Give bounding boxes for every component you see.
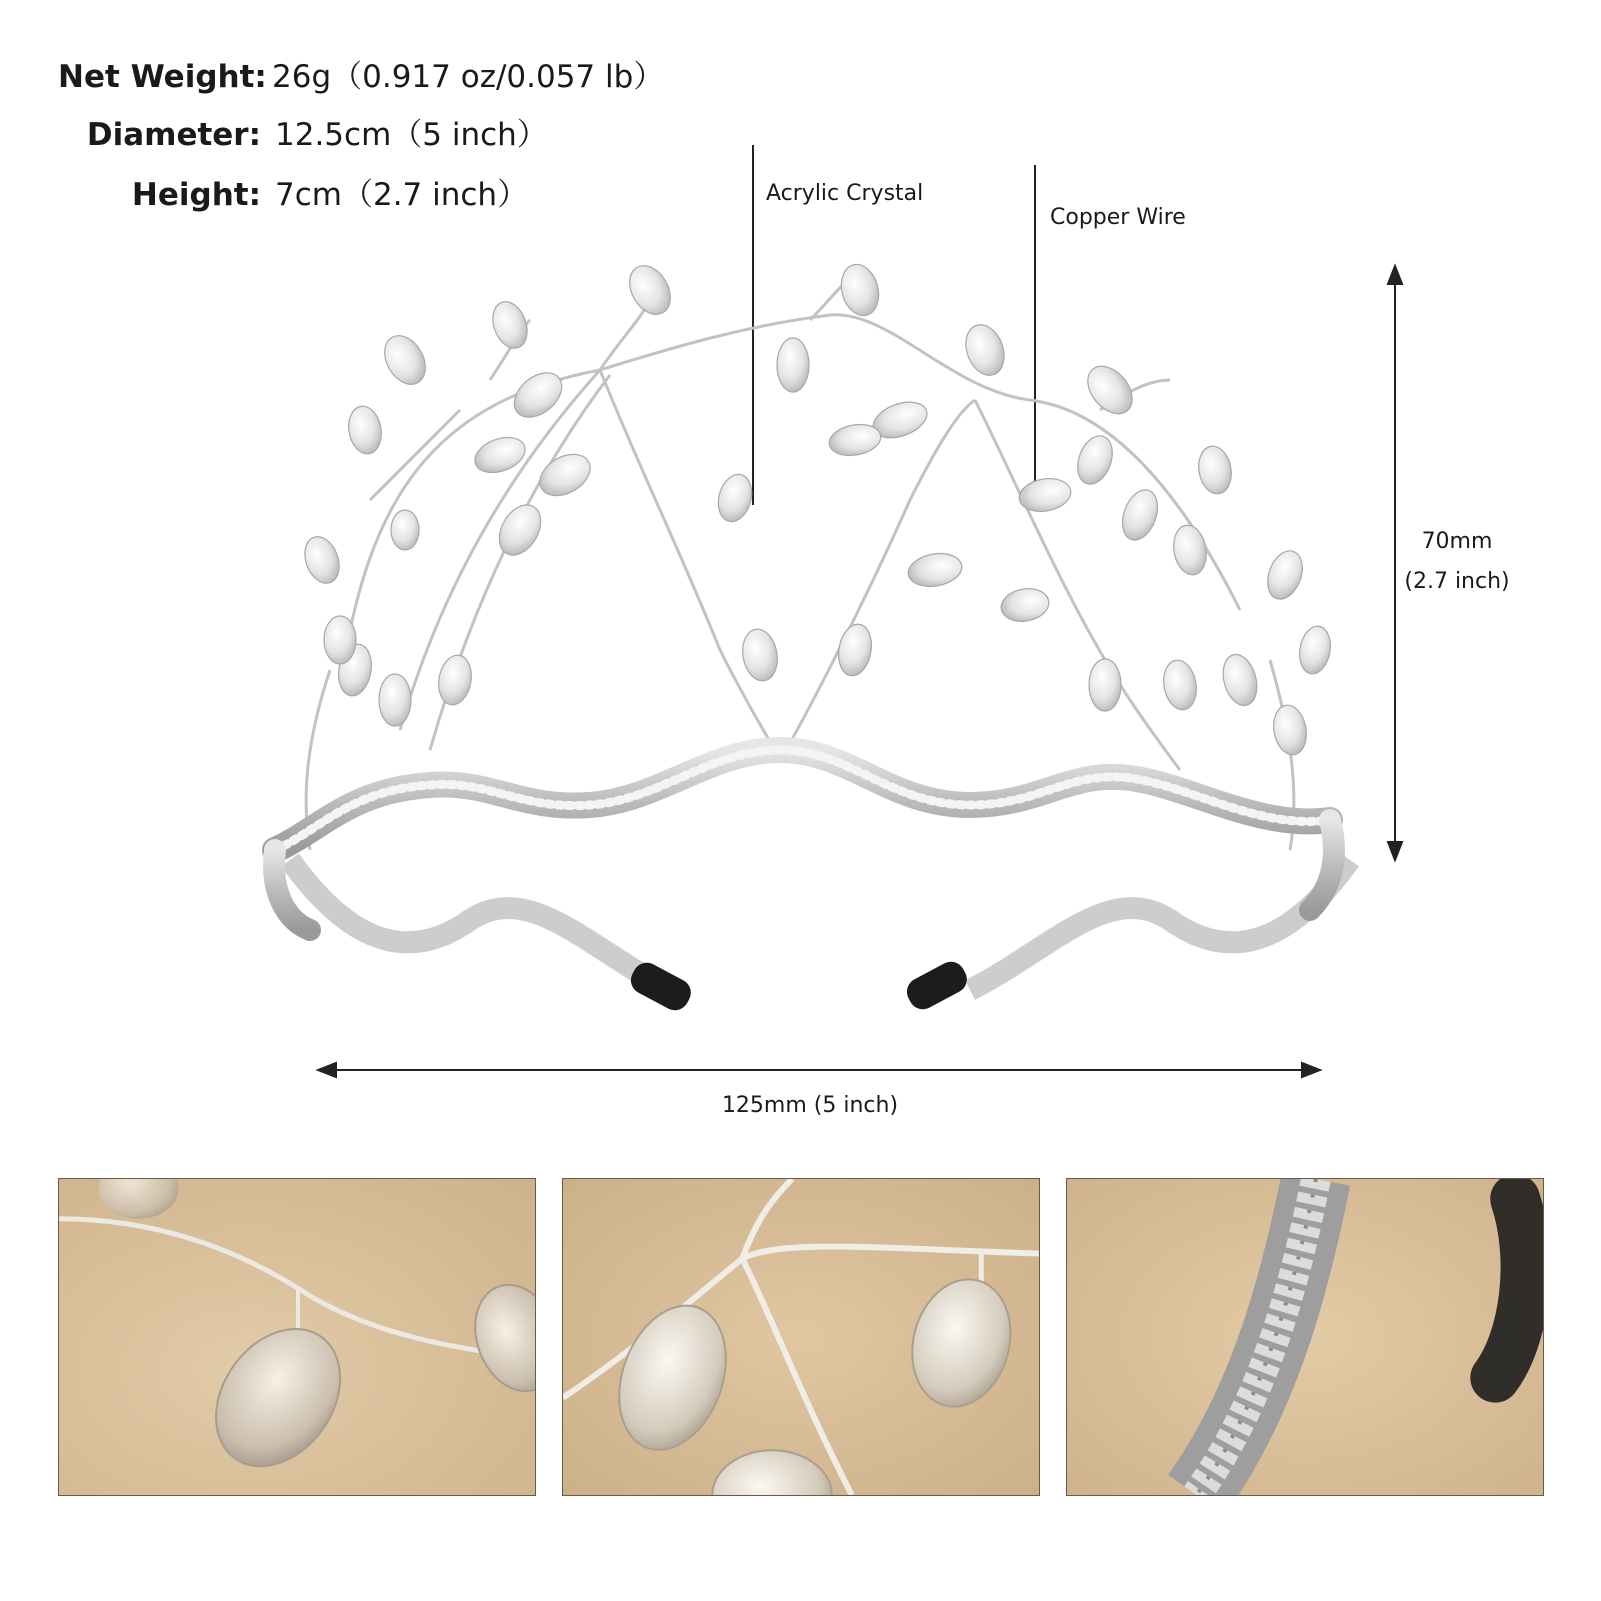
back-band: [290, 860, 670, 990]
wire-callout: Copper Wire: [1050, 205, 1186, 230]
height-mm: 70mm: [1421, 529, 1493, 554]
detail-photo-rhinestone: [1066, 1178, 1544, 1496]
spec-label: Diameter:: [86, 117, 261, 153]
spec-label: Net Weight:: [58, 59, 267, 95]
detail-photo-wire: [562, 1178, 1040, 1496]
spec-value: 12.5cm（5 inch）: [275, 117, 548, 153]
height-dimension-label: [1402, 522, 1512, 601]
front-band: [275, 750, 1330, 850]
crystal-callout: Acrylic Crystal: [766, 181, 924, 206]
height-inch: (2.7 inch): [1404, 568, 1510, 594]
spec-value: 26g（0.917 oz/0.057 lb）: [272, 59, 665, 95]
spec-diameter: [58, 117, 548, 153]
spec-net-weight: [58, 59, 665, 95]
spec-value: 7cm（2.7 inch）: [275, 177, 529, 213]
spec-label: Height:: [131, 177, 261, 213]
back-band-right: [970, 860, 1350, 990]
headband-illustration: [230, 230, 1410, 1090]
spec-height: [58, 177, 529, 213]
detail-photo-crystal: [58, 1178, 536, 1496]
width-dimension-label: 125mm (5 inch): [721, 1093, 899, 1118]
right-tip: [902, 957, 972, 1014]
